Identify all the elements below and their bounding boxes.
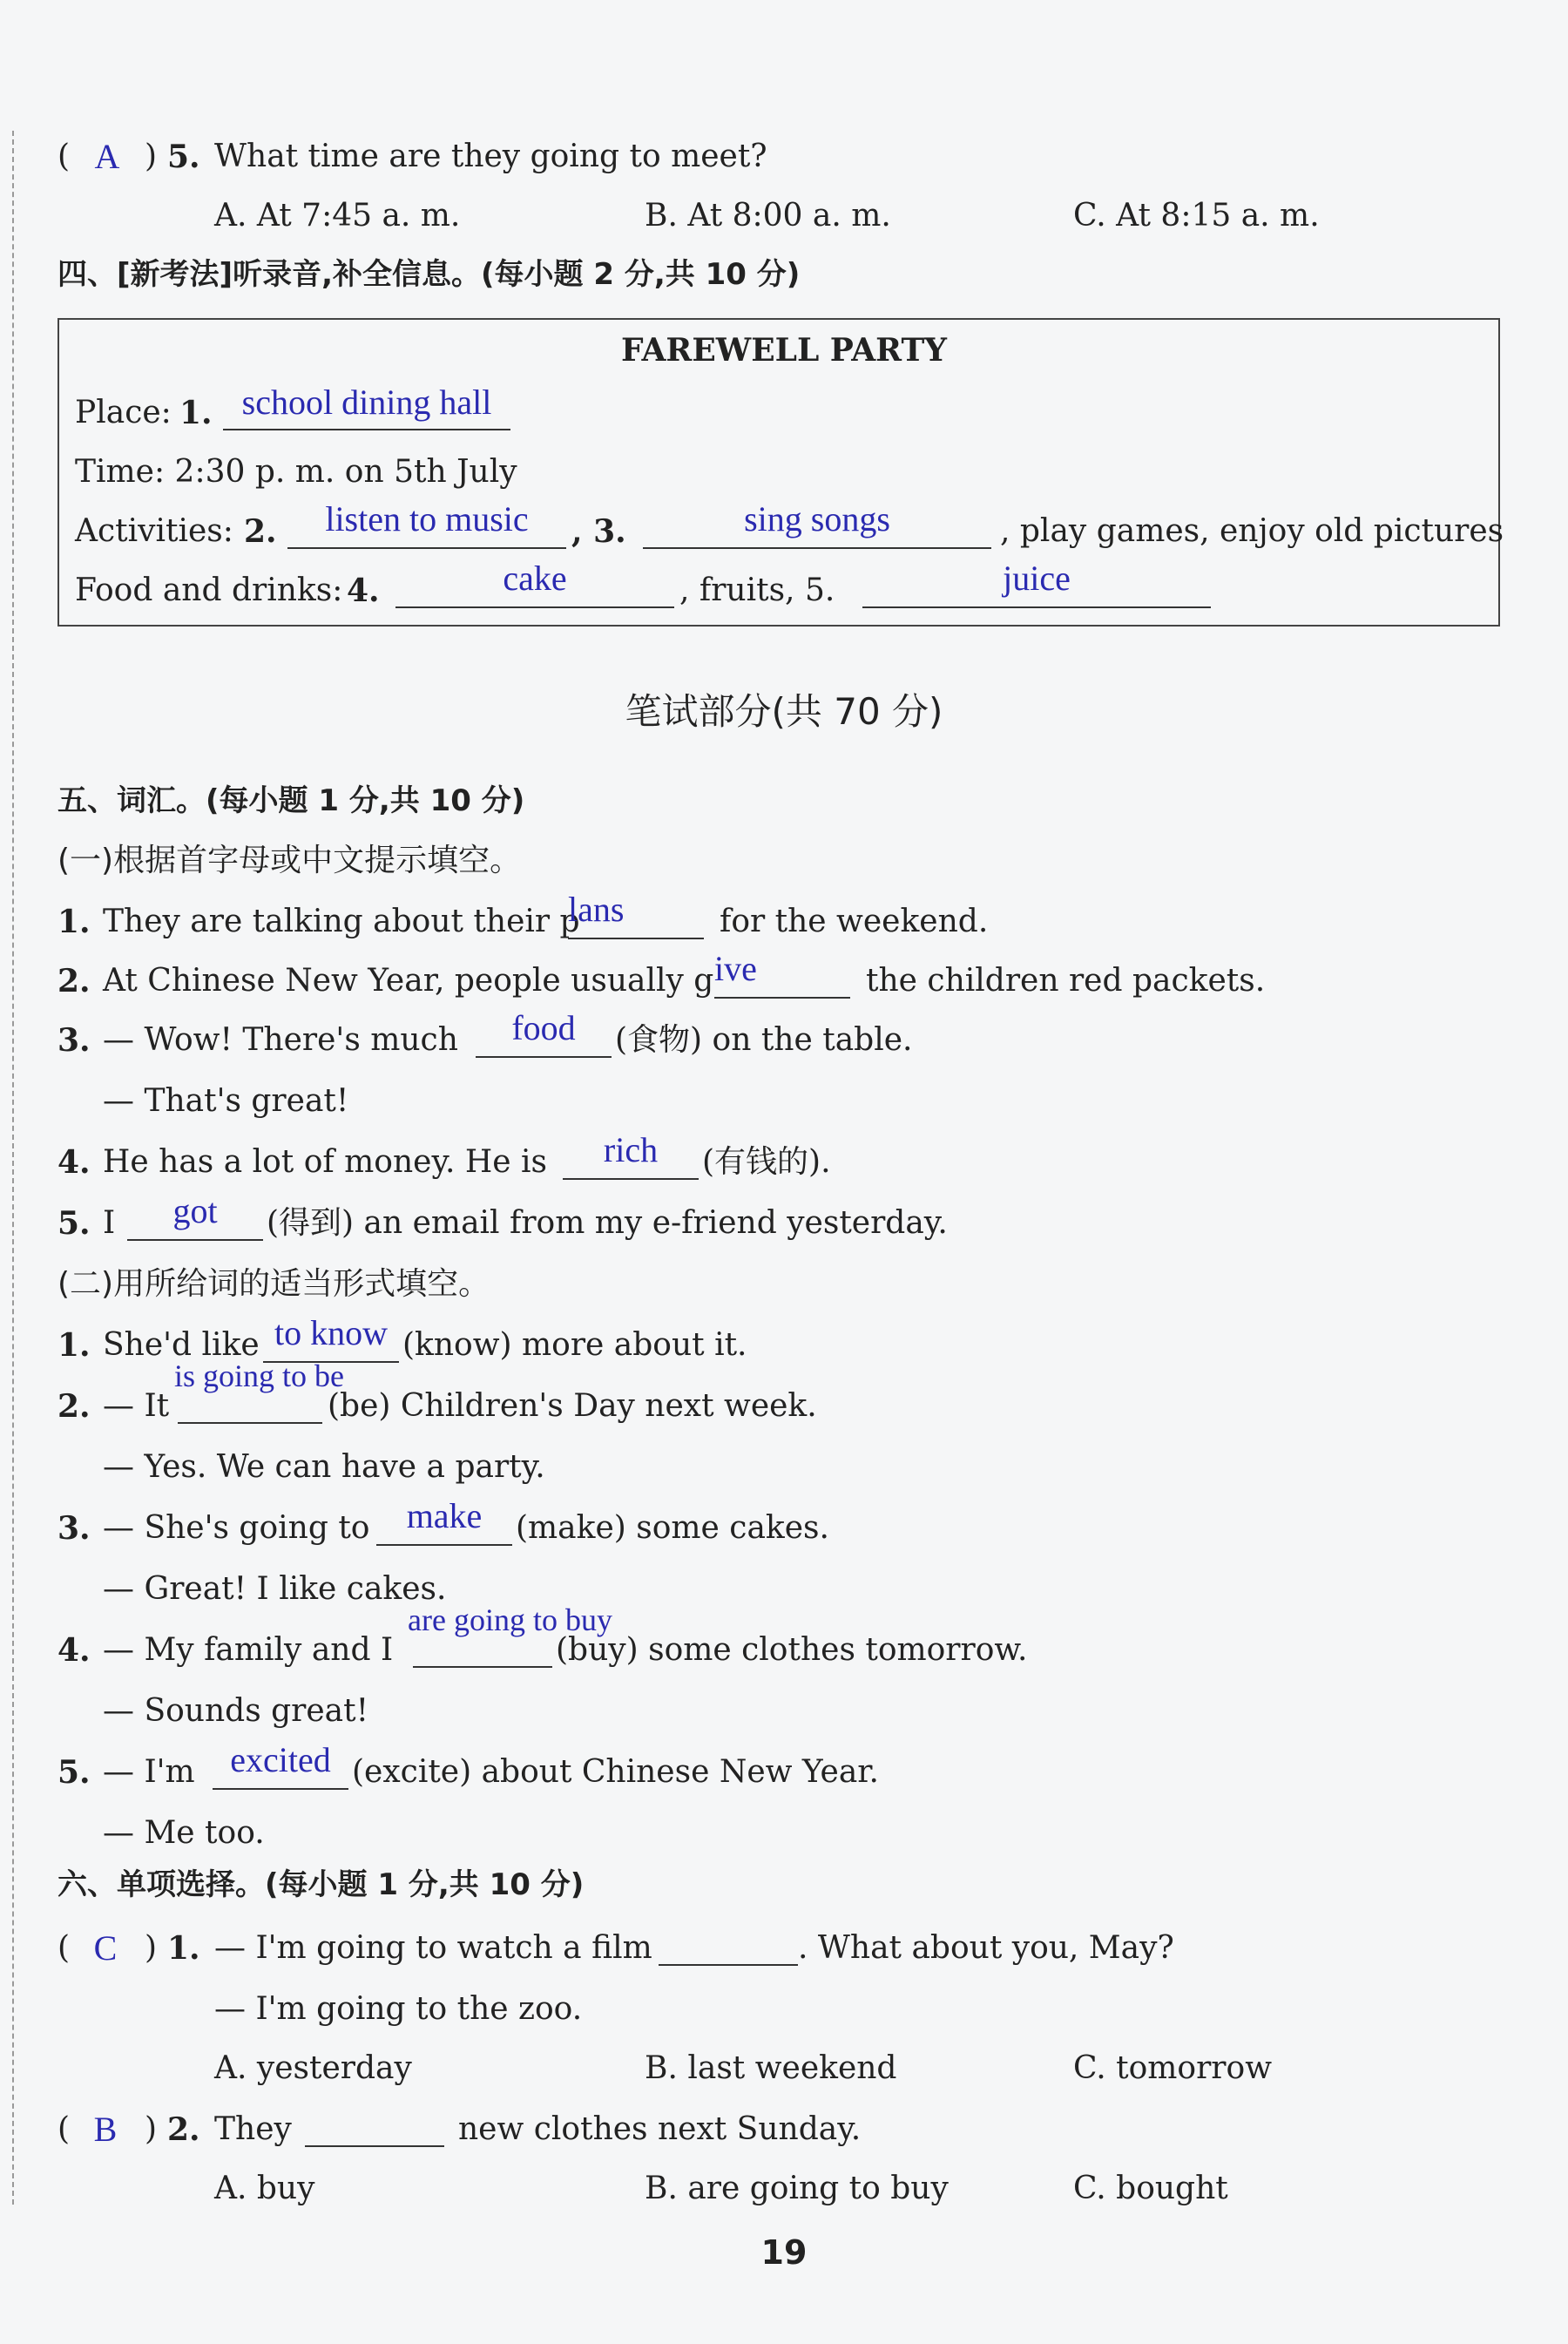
activities-label: Activities: xyxy=(75,513,233,549)
vocab4-answer: rich xyxy=(603,1130,659,1169)
place-answer: school dining hall xyxy=(241,383,492,422)
option-c: C. At 8:15 a. m. xyxy=(1073,198,1320,234)
activity-blank-3 xyxy=(643,547,991,549)
vocab3-pre: — Wow! There's much xyxy=(103,1022,458,1058)
mc1-paren-close: ) xyxy=(145,1930,158,1966)
mc1-post: . What about you, May? xyxy=(798,1930,1174,1966)
mc2-blank xyxy=(305,2145,444,2147)
mc1-option-a: A. yesterday xyxy=(214,2050,412,2086)
activities-rest: , play games, enjoy old pictures xyxy=(1000,513,1504,549)
mc1-option-c: C. tomorrow xyxy=(1073,2050,1273,2086)
vocab3-answer: food xyxy=(511,1008,576,1047)
mc2-option-b: B. are going to buy xyxy=(645,2171,949,2206)
form4-post: (buy) some clothes tomorrow. xyxy=(556,1632,1028,1668)
form1-pre: She'd like xyxy=(103,1327,260,1363)
option-a: A. At 7:45 a. m. xyxy=(214,198,461,234)
option-b: B. At 8:00 a. m. xyxy=(645,198,891,234)
margin-line xyxy=(12,131,14,2205)
form1-number: 1. xyxy=(57,1327,91,1364)
vocab1-blank xyxy=(568,938,704,939)
form5-answer: excited xyxy=(230,1740,331,1779)
answer-choice: A xyxy=(94,137,120,176)
mc1-option-b: B. last weekend xyxy=(645,2050,897,2086)
form4-pre: — My family and I xyxy=(103,1632,394,1668)
vocab1-post: for the weekend. xyxy=(720,904,989,939)
food-middle: , fruits, 5. xyxy=(679,572,835,608)
vocab5-answer: got xyxy=(172,1191,218,1230)
mc1-pre: — I'm going to watch a film xyxy=(214,1930,652,1966)
mc1-paren-open: ( xyxy=(57,1930,71,1966)
vocab4-pre: He has a lot of money. He is xyxy=(103,1144,548,1180)
form5-post: (excite) about Chinese New Year. xyxy=(352,1754,879,1790)
form5-pre: — I'm xyxy=(103,1754,195,1790)
answer-paren-open: ( xyxy=(57,139,71,174)
form4-number: 4. xyxy=(57,1632,91,1669)
mc2-pre: They xyxy=(214,2111,292,2147)
section5-part1-title: (一)根据首字母或中文提示填空。 xyxy=(57,843,522,878)
box-title: FAREWELL PARTY xyxy=(621,332,947,369)
form2-blank xyxy=(178,1422,322,1424)
place-number: 1. xyxy=(179,395,213,431)
question-number: 5. xyxy=(167,139,200,175)
form1-post: (know) more about it. xyxy=(402,1327,747,1363)
vocab5-blank xyxy=(127,1239,263,1241)
food-blank-4 xyxy=(395,606,674,608)
form4-answer: are going to buy xyxy=(408,1602,612,1637)
form2-pre: — It xyxy=(103,1388,170,1424)
place-label: Place: xyxy=(75,395,172,430)
vocab5-post: (得到) an email from my e-friend yesterday. xyxy=(267,1205,948,1241)
form3-blank xyxy=(376,1544,512,1546)
written-title: 笔试部分(共 70 分) xyxy=(625,690,943,733)
vocab1-number: 1. xyxy=(57,904,91,940)
activity-answer-3: sing songs xyxy=(744,499,890,539)
form3-post: (make) some cakes. xyxy=(516,1510,829,1546)
vocab2-post: the children red packets. xyxy=(866,963,1266,999)
section5-title: 五、词汇。(每小题 1 分,共 10 分) xyxy=(57,783,525,818)
form5-number: 5. xyxy=(57,1754,91,1791)
section5-part2-title: (二)用所给词的适当形式填空。 xyxy=(57,1266,490,1302)
mc2-number: 2. xyxy=(167,2111,200,2148)
activity-number-2: 2. xyxy=(244,513,277,550)
mc2-paren-close: ) xyxy=(145,2111,158,2147)
mc2-paren-open: ( xyxy=(57,2111,71,2147)
mc2-post: new clothes next Sunday. xyxy=(458,2111,862,2147)
mc1-blank xyxy=(659,1964,798,1966)
vocab2-answer: ive xyxy=(714,949,757,988)
vocab5-pre: I xyxy=(103,1205,116,1241)
form3-answer: make xyxy=(406,1496,483,1535)
answer-paren-close: ) xyxy=(145,139,158,174)
form2-number: 2. xyxy=(57,1388,91,1425)
vocab4-post: (有钱的). xyxy=(702,1144,831,1180)
vocab4-number: 4. xyxy=(57,1144,91,1181)
form4-blank xyxy=(413,1666,552,1668)
place-blank xyxy=(223,429,510,430)
form2-reply: — Yes. We can have a party. xyxy=(103,1449,545,1485)
form3-pre: — She's going to xyxy=(103,1510,370,1546)
form4-reply: — Sounds great! xyxy=(103,1693,369,1729)
form2-answer: is going to be xyxy=(174,1358,344,1393)
vocab1-pre: They are talking about their p xyxy=(103,904,580,939)
food-answer-5: juice xyxy=(1003,559,1071,598)
vocab3-blank xyxy=(476,1056,612,1058)
form3-reply: — Great! I like cakes. xyxy=(103,1571,447,1607)
activity-answer-2: listen to music xyxy=(325,499,529,539)
mc2-option-a: A. buy xyxy=(214,2171,315,2206)
activity-number-3: , 3. xyxy=(571,513,626,550)
page-number: 19 xyxy=(760,2233,808,2272)
vocab2-blank xyxy=(714,997,850,999)
vocab2-number: 2. xyxy=(57,963,91,999)
form5-reply: — Me too. xyxy=(103,1815,265,1851)
mc1-reply: — I'm going to the zoo. xyxy=(214,1991,583,2027)
food-number-4: 4. xyxy=(347,572,380,609)
section4-title: 四、[新考法]听录音,补全信息。(每小题 2 分,共 10 分) xyxy=(57,257,801,292)
mc1-answer: C xyxy=(93,1928,118,1968)
vocab1-answer: lans xyxy=(568,890,625,929)
vocab3-post: (食物) on the table. xyxy=(615,1022,913,1058)
form5-blank xyxy=(213,1788,348,1790)
section6-title: 六、单项选择。(每小题 1 分,共 10 分) xyxy=(57,1867,585,1902)
vocab2-pre: At Chinese New Year, people usually g xyxy=(103,963,714,999)
food-answer-4: cake xyxy=(503,559,567,598)
time-text: Time: 2:30 p. m. on 5th July xyxy=(75,454,517,490)
food-label: Food and drinks: xyxy=(75,572,343,608)
vocab3-reply: — That's great! xyxy=(103,1083,349,1119)
food-blank-5 xyxy=(862,606,1211,608)
vocab5-number: 5. xyxy=(57,1205,91,1242)
form1-answer: to know xyxy=(274,1313,388,1352)
mc2-option-c: C. bought xyxy=(1073,2171,1228,2206)
question-text: What time are they going to meet? xyxy=(214,139,767,174)
mc1-number: 1. xyxy=(167,1930,200,1967)
vocab3-number: 3. xyxy=(57,1022,91,1059)
activity-blank-2 xyxy=(287,547,566,549)
form2-post: (be) Children's Day next week. xyxy=(328,1388,817,1424)
mc2-answer: B xyxy=(93,2110,118,2149)
vocab4-blank xyxy=(563,1178,699,1180)
form3-number: 3. xyxy=(57,1510,91,1547)
